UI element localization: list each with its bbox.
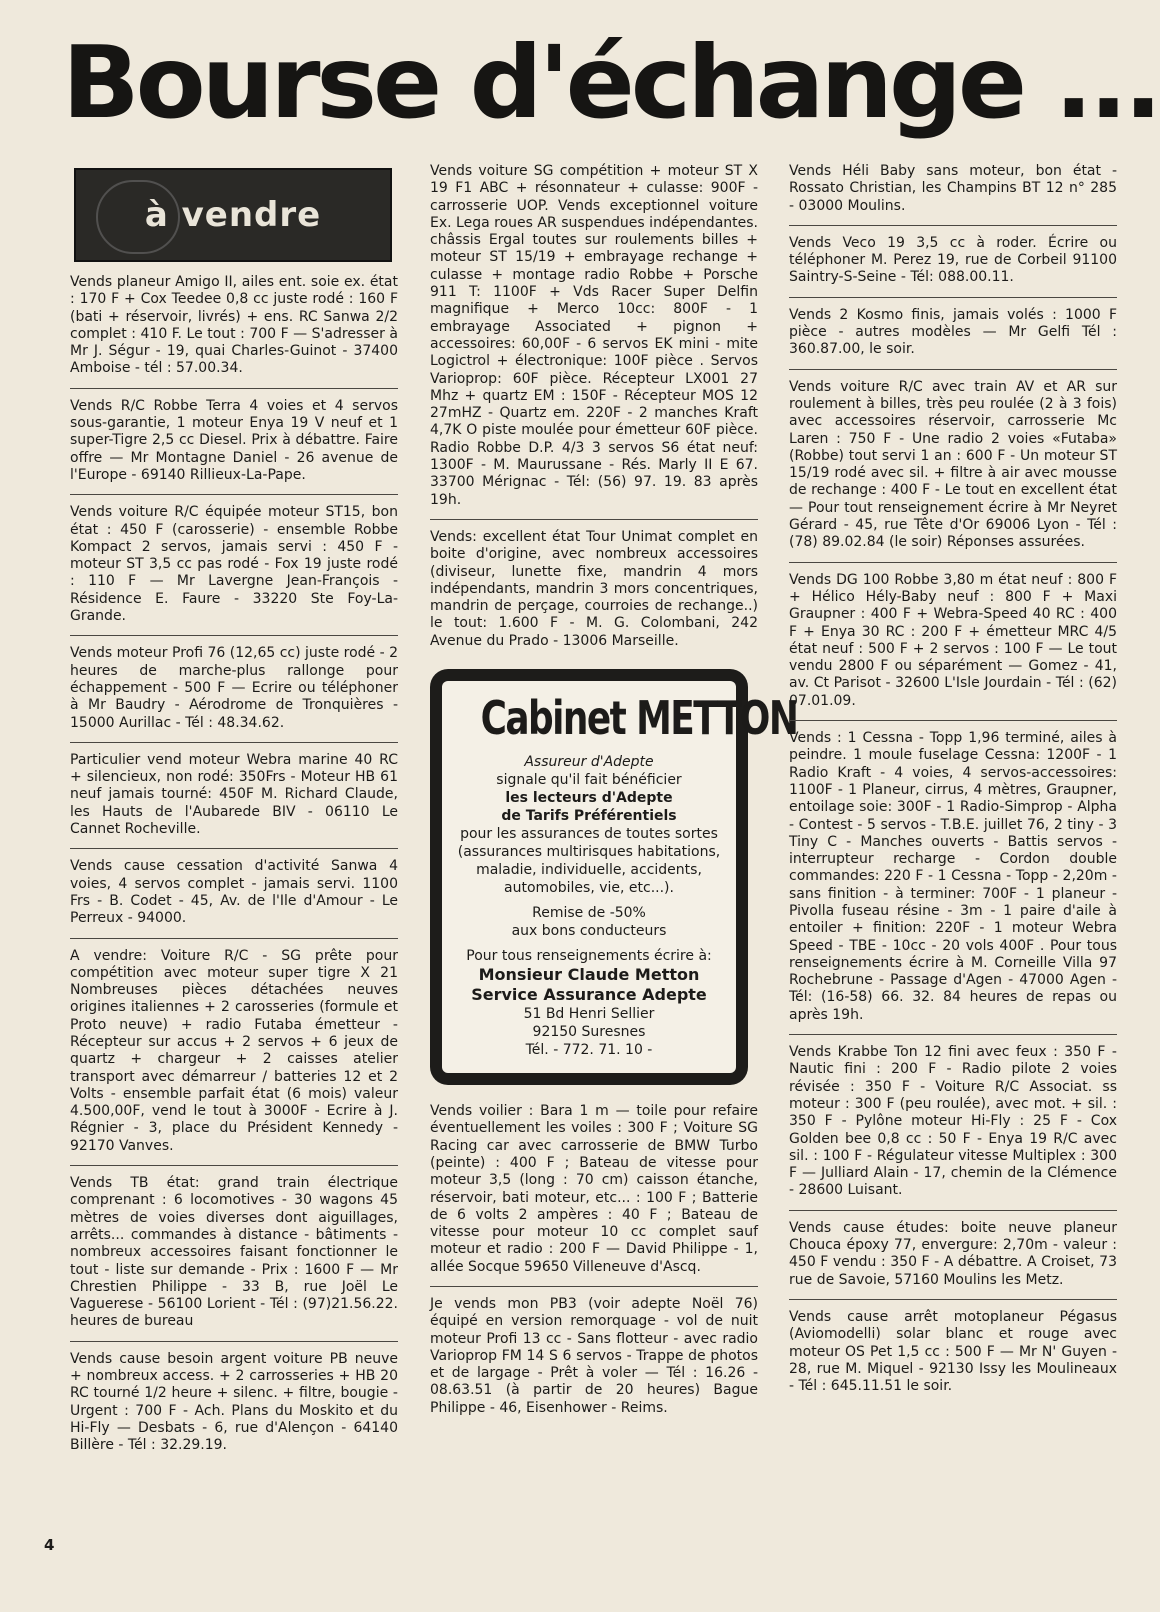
classified-ad: Vends cause arrêt motoplaneur Pégasus (Aviomodelli) solar blanc et rouge avec moteur OS Pet 1,5 cc : 500 F — Mr N' Guyen - 28, rue M. Miquel - 92130 Issy les Moulineaux - Tél : 645.11.51 le soir. [789, 1308, 1117, 1395]
for-sale-banner [74, 168, 392, 262]
classified-ad: Vends cause cessation d'activité Sanwa 4 voies, 4 servos complet - jamais servi. 1100 Frs - B. Codet - 45, Av. de l'Ile d'Amour - Le Perreux - 94000. [70, 858, 398, 938]
metton-title: Cabinet METTON [480, 691, 798, 746]
metton-address: 51 Bd Henri Sellier [523, 1006, 655, 1023]
classified-ad: Vends Krabbe Ton 12 fini avec feux : 350 F - Nautic fini : 200 F - Radio pilote 2 voies révisée : 350 F - Voiture R/C Associat. ss moteur : 300 F (peu roulée), avec mot. + sil. : 350 F - Pylône moteur Hi-Fly : 25 F - Cox Golden bee 0,8 cc : 50 F - Enya 19 R/C avec sil. : 100 F - Régulateur vitesse Multiplex : 300 F — Julliard Alain - 17, chemin de la Clémence - 28600 Luisant. [789, 1044, 1117, 1211]
column-right [789, 163, 1117, 1414]
classified-ad: Vends Veco 19 3,5 cc à roder. Écrire ou téléphoner M. Perez 19, rue de Corbeil 91100 Saintry-S-Seine - Tél: 088.00.11. [789, 235, 1117, 298]
classified-ad: Vends voiture SG compétition + moteur ST X 19 F1 ABC + résonnateur + culasse: 900F - carrosserie UOP. Vends exceptionnel voiture Ex. Lega roues AR suspendues indépendantes. châssis Ergal toutes sur roulements billes + moteur ST 15/19 + embrayage rechange + culasse + montage radio Robbe + Porsche 911 T: 1100F + Vds Racer Super Delfin magnifique + Merco 10cc: 800F - 1 embrayage Associated + pignon + accessoires: 60,00F - 6 servos EK mini - mite Logictrol + électronique: 100F pièce . Servos Varioprop: 60F pièce. Récepteur LX001 27 Mhz + quartz EM : 150F - Récepteur MOS 12 27mHZ - Quartz em. 220F - 2 manches Kraft 4,7K O piste moulée pour émetteur 60F pièce. Radio Robbe D.P. 4/3 3 servos S6 état neuf: 1300F - M. Maurussane - Rés. Marly II E 67. 33700 Mérignac - Tél: (56) 97. 19. 83 après 19h. [430, 163, 758, 520]
classified-ad: Vends voiture R/C équipée moteur ST15, bon état : 450 F (carosserie) - ensemble Robbe Kompact 2 servos, jamais servi : 450 F - moteur ST 3,5 cc pas rodé - Fox 19 juste rodé : 110 F — Mr Lavergne Jean-François - Résidence E. Faure - 33220 Ste Foy-La-Grande. [70, 504, 398, 636]
metton-line: pour les assurances de toutes sortes (assurances multirisques habitations, maladie, individuelle, accidents, automobiles, vie, etc...). [457, 826, 721, 897]
classified-ad: Vends cause besoin argent voiture PB neuve + nombreux access. + 2 carrosseries + HB 20 RC tourné 1/2 heure + silenc. + filtre, bougie - Urgent : 700 F - Ach. Plans du Moskito et du Hi-Fly — Desbats - 6, rue d'Alençon - 64140 Billère - Tél : 32.29.19. [70, 1350, 398, 1454]
page-number: 4 [44, 1536, 55, 1554]
metton-phone: Tél. - 772. 71. 10 - [525, 1042, 653, 1059]
classified-ad: Vends voiture R/C avec train AV et AR sur roulement à billes, très peu roulée (2 à 3 fois) avec accessoires réservoir, carrosserie Mc Laren : 750 F - Une radio 2 voies «Futaba» (Robbe) tout servi 1 an : 600 F - Un moteur ST 15/19 rodé avec sil. + filtre à air avec mousse de rechange : 400 F - Le tout en excellent état — Pour tout renseignement écrire à Mr Neyret Gérard - 45, rue Tête d'Or 69006 Lyon - Tél : (78) 89.02.84 (le soir) Réponses assurées. [789, 379, 1117, 563]
metton-discount: Remise de -50% [532, 905, 646, 922]
classified-ad: Vends: excellent état Tour Unimat complet en boite d'origine, avec nombreux accessoires (diviseur, lunette fixe, mandrin 4 mors indépendants, mandrin 3 mors concentriques, mandrin de perçage, courroies de rechange..) le tout: 1.600 F - M. G. Colombani, 242 Avenue du Prado - 13006 Marseille. [430, 528, 758, 649]
column-middle [430, 163, 798, 1436]
engine-photo-icon [96, 180, 180, 254]
metton-service: Service Assurance Adepte [471, 985, 707, 1005]
metton-advert-box [430, 669, 798, 1085]
classified-ad: Vends Héli Baby sans moteur, bon état - Rossato Christian, les Champins BT 12 n° 285 - 03000 Moulins. [789, 163, 1117, 226]
classified-ad: Particulier vend moteur Webra marine 40 RC + silencieux, non rodé: 350Frs - Moteur HB 61 neuf jamais tourné: 450F M. Richard Claude, les Hauts de l'Aubarede BIV - 06110 Le Cannet Rocheville. [70, 752, 398, 849]
classified-ad: Vends DG 100 Robbe 3,80 m état neuf : 800 F + Hélico Hély-Baby neuf : 800 F + Maxi Graupner : 400 F + Webra-Speed 40 RC : 400 F + Enya 30 RC : 200 F + émetteur MRC 4/5 état neuf : 500 F + 2 servos : 100 F — Le tout vendu 2800 F ou séparément — Gomez - 41, av. Ct Parisot - 32600 L'Isle Jourdain - Tél : (62) 07.01.09. [789, 572, 1117, 721]
metton-name: Monsieur Claude Metton [478, 965, 700, 985]
metton-line: de Tarifs Préférentiels [501, 808, 677, 825]
metton-discount-note: aux bons conducteurs [511, 923, 667, 940]
classified-ad: Vends cause études: boite neuve planeur Chouca époxy 77, envergure: 2,70m - valeur : 450 F vendu : 350 F - A débattre. A Croiset, 73 rue de Savoie, 57160 Moulins les Metz. [789, 1220, 1117, 1300]
classified-ad: Vends 2 Kosmo finis, jamais volés : 1000 F pièce - autres modèles — Mr Gelfi Tél : 360.87.00, le soir. [789, 307, 1117, 370]
classified-ad: Vends R/C Robbe Terra 4 voies et 4 servos sous-garantie, 1 moteur Enya 19 V neuf et 1 super-Tigre 2,5 cc Diesel. Prix à débattre. Faire offre — Mr Montagne Daniel - 26 avenue de l'Europe - 69140 Rillieux-La-Pape. [70, 398, 398, 495]
classified-ad: Vends voilier : Bara 1 m — toile pour refaire éventuellement les voiles : 300 F ; Voiture SG Racing car avec carrosserie de BMW Turbo (peinte) : 400 F ; Bateau de vitesse pour moteur 3,5 (long : 70 cm) caisson étanche, réservoir, bati moteur, etc... : 100 F ; Batterie de 6 volts 2 ampères : 40 F ; Bateau de vitesse pour moteur 10 cc complet sauf moteur et radio : 200 F — David Philippe - 1, allée Socque 59650 Villeneuve d'Ascq. [430, 1103, 758, 1287]
classified-ad: Vends TB état: grand train électrique comprenant : 6 locomotives - 30 wagons 45 mètres de voies diverses dont aiguillages, arrêts... commandes à distance - bâtiments - nombreux accessoires faisant fonctionner le tout - liste sur demande - Prix : 1600 F — Mr Chrestien Philippe - 33 B, rue Joël Le Vaguerese - 56100 Lorient - Tél : (97)21.56.22. heures de bureau [70, 1175, 398, 1342]
column-left [70, 163, 398, 1474]
metton-line: les lecteurs d'Adepte [505, 790, 673, 807]
metton-subtitle: Assureur d'Adepte [524, 754, 654, 771]
classified-ad: Vends moteur Profi 76 (12,65 cc) juste rodé - 2 heures de marche-plus rallonge pour échappement - 500 F — Ecrire ou téléphoner à Mr Baudry - Aérodrome de Tronquières - 15000 Aurillac - Tél : 48.34.62. [70, 645, 398, 742]
metton-city: 92150 Suresnes [532, 1024, 646, 1041]
page-title: Bourse d'échange ... [62, 24, 1159, 141]
metton-contact-intro: Pour tous renseignements écrire à: [466, 948, 712, 965]
classified-ad: A vendre: Voiture R/C - SG prête pour compétition avec moteur super tigre X 21 Nombreuses pièces détachées neuves origines italiennes + 2 carosseries (formule et Proto neuve) + radio Futaba émetteur - Récepteur sur accus + 2 servos + 6 jeux de quartz + chargeur + 2 caisses atelier transport avec démarreur / batteries 12 et 2 Volts - ensemble parfait état (6 mois) valeur 4.500,00F, vend le tout à 3000F - Ecrire à J. Régnier - 3, place du Président Kennedy - 92170 Vanves. [70, 948, 398, 1167]
banner-label: à vendre [144, 195, 322, 235]
classified-ad: Vends : 1 Cessna - Topp 1,96 terminé, ailes à peindre. 1 moule fuselage Cessna: 1200F - 1 Radio Kraft - 4 voies, 4 servos-accessoires: 1100F - 1 Planeur, cirrus, 4 mètres, Graupner, entoilage soie: 300F - 1 Radio-Simprop - Alpha - Contest - 5 servos - T.B.E. juillet 76, 2 tiny - 3 Tiny C - Manches ouverts - Battis servos - interrupteur recharge - Cordon double commandes: 220 F - 1 Cessna - Topp - 2,20m - sans finition - à terminer: 700F - 1 planeur - Pivolla fuseau résine - 3m - 1 paire d'aile à entoiler + finition: 220F - 1 moteur Webra Speed - TBE - 10cc - 20 vols 400F . Pour tous renseignements écrire à M. Corneille Villa 97 Rochebrune - Passage d'Agen - 47000 Agen - Tél: (16-58) 66. 32. 84 heures de repas ou après 19h. [789, 730, 1117, 1035]
classified-ad: Je vends mon PB3 (voir adepte Noël 76) équipé en version remorquage - vol de nuit moteur Profi 13 cc - Sans flotteur - avec radio Varioprop FM 14 S 6 servos - Trappe de photos et de largage - Prêt à voler — Tél : 16.26 - 08.63.51 (à partir de 20 heures) Bague Philippe - 46, Eisenhower - Reims. [430, 1295, 758, 1416]
metton-line: signale qu'il fait bénéficier [496, 772, 682, 789]
classified-ad: Vends planeur Amigo II, ailes ent. soie ex. état : 170 F + Cox Teedee 0,8 cc juste rodé : 160 F (bati + réservoir, livrés) + ens. RC Sanwa 2/2 complet : 410 F. Le tout : 700 F — S'adresser à Mr J. Ségur - 19, quai Charles-Guinot - 37400 Amboise - tél : 57.00.34. [70, 274, 398, 389]
